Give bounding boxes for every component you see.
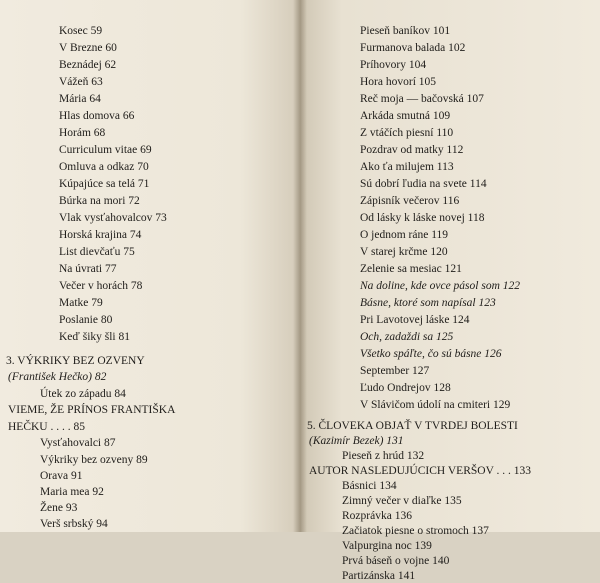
- toc-entry: Príhovory 104: [360, 59, 427, 71]
- toc-entry: Na úvrati 77: [59, 263, 117, 275]
- toc-entry: Hlas domova 66: [59, 110, 135, 122]
- toc-entry: Od lásky k láske novej 118: [360, 212, 485, 224]
- toc-entry: Vysťahovalci 87: [40, 437, 116, 449]
- toc-entry: Orava 91: [40, 470, 83, 482]
- toc-entry: AUTOR NASLEDUJÚCICH VERŠOV . . . 133: [309, 465, 532, 477]
- toc-entry: Útek zo západu 84: [40, 388, 126, 400]
- toc-entry: Rozprávka 136: [342, 510, 412, 522]
- toc-entry: V Brezne 60: [59, 42, 117, 54]
- toc-entry: Žene 93: [40, 502, 78, 514]
- toc-entry: September 127: [360, 365, 430, 377]
- toc-entry: Poslanie 80: [59, 314, 113, 326]
- toc-entry: Pieseň z hrúd 132: [342, 450, 425, 462]
- toc-entry: Verš srbský 94: [40, 518, 108, 530]
- toc-entry: Reč moja — bačovská 107: [360, 93, 484, 105]
- toc-entry: Furmanova balada 102: [360, 42, 466, 54]
- toc-entry: Ako ťa milujem 113: [360, 161, 454, 173]
- toc-entry: Vlak vysťahovalcov 73: [59, 212, 167, 224]
- toc-entry: Arkáda smutná 109: [360, 110, 451, 122]
- toc-entry: Kosec 59: [59, 25, 103, 37]
- toc-entry: Zimný večer v diaľke 135: [342, 495, 462, 507]
- toc-entry: Horám 68: [59, 127, 106, 139]
- toc-entry: Búrka na mori 72: [59, 195, 140, 207]
- toc-entry: Z vtáčích piesní 110: [360, 127, 454, 139]
- toc-entry: Valpurgina noc 139: [342, 540, 432, 552]
- toc-entry: Kúpajúce sa telá 71: [59, 178, 150, 190]
- section-author: (František Hečko) 82: [8, 371, 107, 383]
- toc-entry: Básne, ktoré som napísal 123: [360, 297, 496, 309]
- toc-entry: Beznádej 62: [59, 59, 117, 71]
- section-author: (Kazimír Bezek) 131: [309, 435, 404, 447]
- toc-entry: List dievčaťu 75: [59, 246, 135, 258]
- right-page: [300, 0, 600, 582]
- toc-entry: Vážeň 63: [59, 76, 103, 88]
- toc-entry: Omluva a odkaz 70: [59, 161, 149, 173]
- toc-entry: Večer v horách 78: [59, 280, 143, 292]
- toc-entry: Zelenie sa mesiac 121: [360, 263, 462, 275]
- toc-entry: Partizánska 141: [342, 570, 416, 582]
- toc-entry: Matke 79: [59, 297, 103, 309]
- toc-entry: V Slávičom údolí na cmiteri 129: [360, 399, 511, 411]
- toc-entry: Sú dobrí ľudia na svete 114: [360, 178, 487, 190]
- toc-entry: Maria mea 92: [40, 486, 104, 498]
- section-heading: 5. ČLOVEKA OBJAŤ V TVRDEJ BOLESTI: [307, 420, 518, 432]
- toc-entry: Výkriky bez ozveny 89: [40, 454, 148, 466]
- toc-entry: Prvá báseň o vojne 140: [342, 555, 450, 567]
- book-gutter: [293, 0, 307, 532]
- toc-entry: Na doline, kde ovce pásol som 122: [360, 280, 521, 292]
- left-page: [0, 0, 300, 532]
- toc-entry: V starej krčme 120: [360, 246, 448, 258]
- toc-entry: Začiatok piesne o stromoch 137: [342, 525, 489, 537]
- toc-entry: Hora hovorí 105: [360, 76, 437, 88]
- toc-entry: Curriculum vitae 69: [59, 144, 152, 156]
- toc-entry: Zápisník večerov 116: [360, 195, 460, 207]
- section-heading: 3. VÝKRIKY BEZ OZVENY: [6, 355, 145, 367]
- toc-entry: Pieseň baníkov 101: [360, 25, 451, 37]
- toc-entry: Horská krajina 74: [59, 229, 142, 241]
- toc-entry: Keď šiky šli 81: [59, 331, 131, 343]
- toc-entry: Pozdrav od matky 112: [360, 144, 464, 156]
- toc-entry: Básnici 134: [342, 480, 397, 492]
- toc-entry: Ľudo Ondrejov 128: [360, 382, 451, 394]
- toc-entry: Všetko spáľte, čo sú básne 126: [360, 348, 502, 360]
- toc-entry: Och, zadaždi sa 125: [360, 331, 454, 343]
- toc-entry: HEČKU . . . . 85: [8, 421, 85, 433]
- toc-entry: Mária 64: [59, 93, 101, 105]
- toc-entry: Pri Lavotovej láske 124: [360, 314, 470, 326]
- toc-entry: VIEME, ŽE PRÍNOS FRANTIŠKA: [8, 404, 176, 416]
- toc-entry: O jednom ráne 119: [360, 229, 449, 241]
